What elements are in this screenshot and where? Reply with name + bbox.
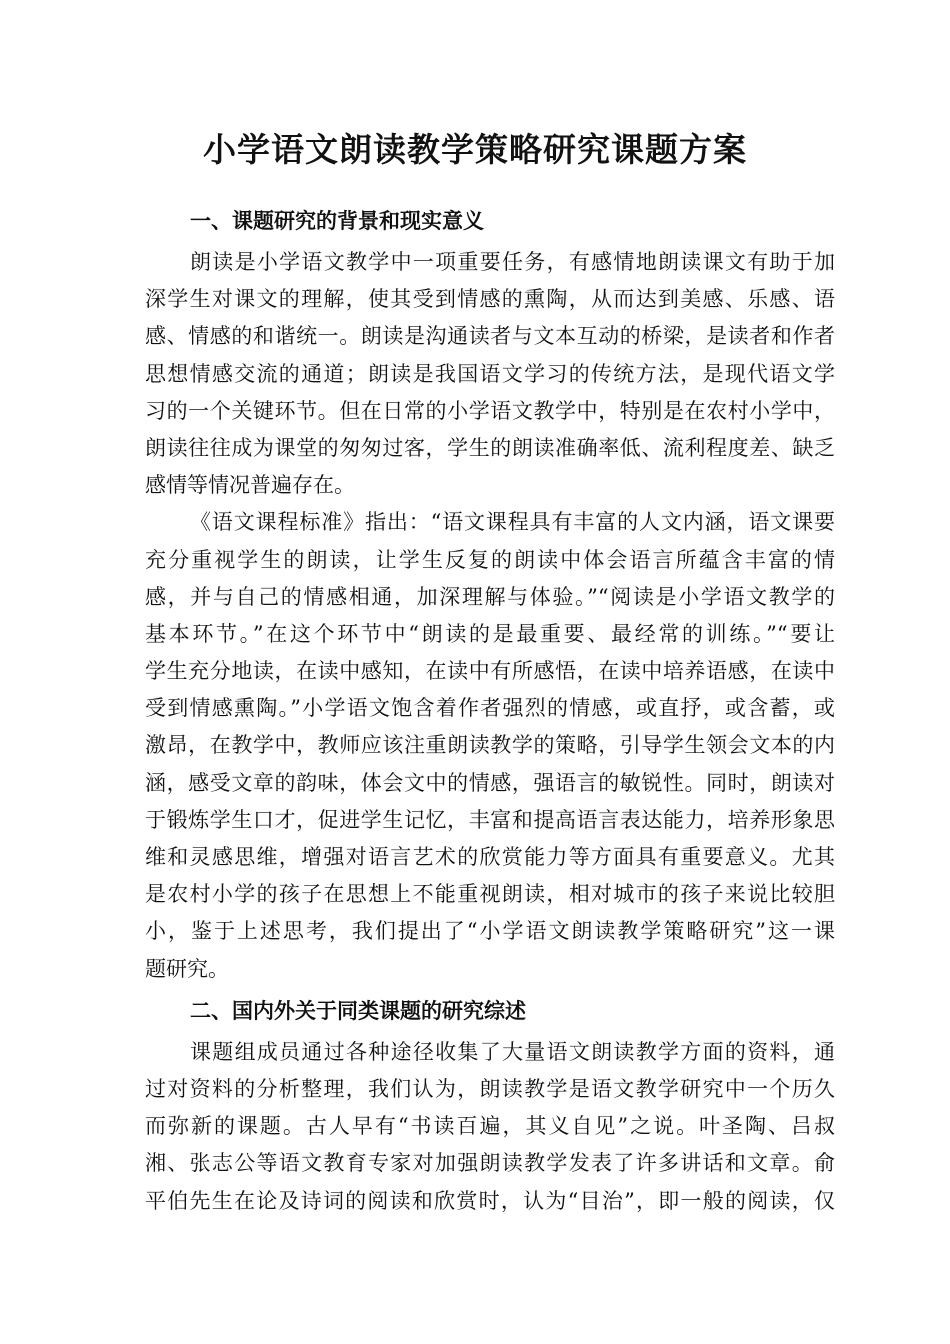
paragraph-literature-review: [145, 1034, 835, 1220]
text-line: 过对资料的分析整理，我们认为，朗读教学是语文教学研究中一个历久: [145, 1076, 835, 1101]
text-line: 充分重视学生的朗读，让学生反复的朗读中体会语言所蕴含丰富的情: [145, 547, 835, 572]
text-line: 而弥新的课题。古人早有“书读百遍，其义自见”之说。叶圣陶、吕叔: [145, 1114, 835, 1139]
text-line: 朗读是小学语文教学中一项重要任务，有感情地朗读课文有助于加: [190, 250, 835, 274]
text-line: 感情等情况普遍存在。: [145, 473, 355, 498]
paragraph-reading-importance: [145, 244, 835, 504]
text-line: 激昂，在教学中，教师应该注重朗读教学的策略，引导学生领会文本的内: [145, 733, 835, 758]
document-body: [145, 198, 835, 1220]
text-line: 题研究。: [145, 956, 229, 981]
text-line: 湘、张志公等语文教育专家对加强朗读教学发表了许多讲话和文章。俞: [145, 1151, 835, 1176]
text-line: 感，并与自己的情感相通，加深理解与体验。”“阅读是小学语文教学的: [145, 584, 835, 609]
text-line: 小，鉴于上述思考，我们提出了“小学语文朗读教学策略研究”这一课: [145, 919, 835, 944]
text-line: 是农村小学的孩子在思想上不能重视朗读，相对城市的孩子来说比较胆: [145, 882, 835, 907]
text-line: 平伯先生在论及诗词的阅读和欣赏时，认为“目治”，即一般的阅读，仅: [145, 1188, 835, 1213]
text-line: 基本环节。”在这个环节中“朗读的是最重要、最经常的训练。”“要让: [145, 621, 835, 646]
text-line: 朗读往往成为课堂的匆匆过客，学生的朗读准确率低、流利程度差、缺乏: [145, 435, 835, 460]
section-heading-research-review: 二、国内外关于同类课题的研究综述: [190, 997, 526, 1023]
text-line: 《语文课程标准》指出：“语文课程具有丰富的人文内涵，语文课要: [190, 510, 835, 535]
text-line: 涵，感受文章的韵味，体会文中的情感，强语言的敏锐性。同时，朗读对: [145, 770, 835, 795]
document-title: 小学语文朗读教学策略研究课题方案: [203, 130, 747, 169]
text-line: 受到情感熏陶。”小学语文饱含着作者强烈的情感，或直抒，或含蓄，或: [145, 696, 835, 721]
text-line: 课题组成员通过各种途径收集了大量语文朗读教学方面的资料，通: [190, 1039, 835, 1064]
text-line: 维和灵感思维，增强对语言艺术的欣赏能力等方面具有重要意义。尤其: [145, 845, 835, 869]
text-line: 思想情感交流的通道；朗读是我国语文学习的传统方法，是现代语文学: [145, 361, 835, 386]
section-heading-background: 一、课题研究的背景和现实意义: [190, 208, 484, 233]
text-line: 于锻炼学生口才，促进学生记忆，丰富和提高语言表达能力，培养形象思: [145, 807, 835, 832]
text-line: 习的一个关键环节。但在日常的小学语文教学中，特别是在农村小学中，: [145, 398, 835, 423]
text-line: 深学生对课文的理解，使其受到情感的熏陶，从而达到美感、乐感、语: [145, 287, 835, 312]
text-line: 学生充分地读，在读中感知，在读中有所感悟，在读中培养语感，在读中: [145, 659, 835, 684]
text-line: 感、情感的和谐统一。朗读是沟通读者与文本互动的桥梁，是读者和作者: [145, 324, 835, 349]
paragraph-curriculum-standard: [145, 504, 835, 987]
